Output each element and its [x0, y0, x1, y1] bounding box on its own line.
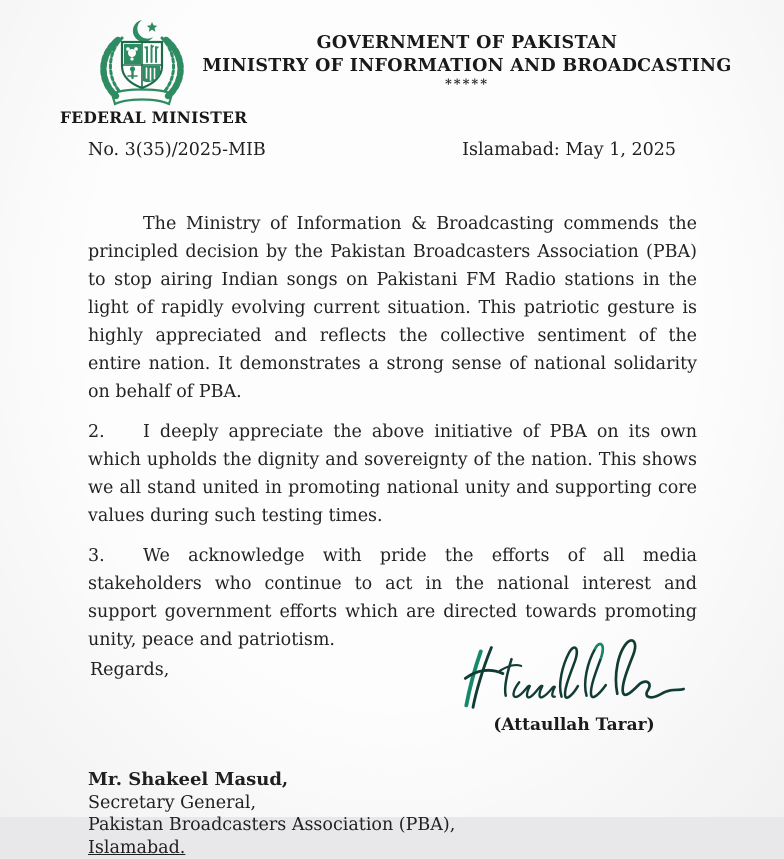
- paragraph-3-number: 3.: [88, 542, 143, 570]
- federal-minister-title: FEDERAL MINISTER: [60, 108, 247, 127]
- paragraph-2-number: 2.: [88, 418, 143, 446]
- letterhead: [0, 0, 784, 130]
- recipient-title: Secretary General,: [88, 792, 784, 815]
- ministry-line: MINISTRY OF INFORMATION AND BROADCASTING: [190, 56, 744, 76]
- paragraph-1: The Ministry of Information & Broadcasting commends the principled decision by the Pakistan Broadcasters Association (PBA) to stop airing Indian songs on Pakistani FM Radio stations in the light of rapidly evolving current situation. This patriotic gesture is highly appreciated and reflects the collective sentiment of the entire nation. It demonstrates a strong sense of national solidarity on behalf of PBA.: [88, 210, 697, 406]
- recipient-organization: Pakistan Broadcasters Association (PBA),: [88, 814, 784, 837]
- recipient-block: [88, 769, 784, 859]
- letterhead-center: [190, 33, 744, 92]
- letter-body: [88, 210, 697, 654]
- closing-regards: Regards,: [90, 660, 784, 680]
- recipient-name: Mr. Shakeel Masud,: [88, 769, 784, 792]
- government-line: GOVERNMENT OF PAKISTAN: [190, 33, 744, 53]
- signature-block: [454, 638, 694, 735]
- stars-separator: *****: [190, 77, 744, 92]
- pakistan-emblem-icon: [92, 18, 192, 106]
- date-line: Islamabad: May 1, 2025: [462, 140, 676, 160]
- paragraph-2: [88, 418, 697, 530]
- paragraph-3-text: We acknowledge with pride the efforts of all media stakeholders who continue to act in the national interest and support government efforts which are directed towards promoting unity, peace and patriotism.: [88, 546, 697, 650]
- reference-row: [0, 140, 784, 160]
- recipient-city: Islamabad.: [88, 837, 784, 859]
- signatory-name: (Attaullah Tarar): [454, 715, 694, 735]
- signature-icon: [457, 638, 692, 713]
- reference-number: No. 3(35)/2025-MIB: [88, 140, 266, 160]
- paragraph-2-text: I deeply appreciate the above initiative of PBA on its own which upholds the dignity and sovereignty of the nation. This shows we all stand united in promoting national unity and supporting core values during such testing times.: [88, 422, 697, 526]
